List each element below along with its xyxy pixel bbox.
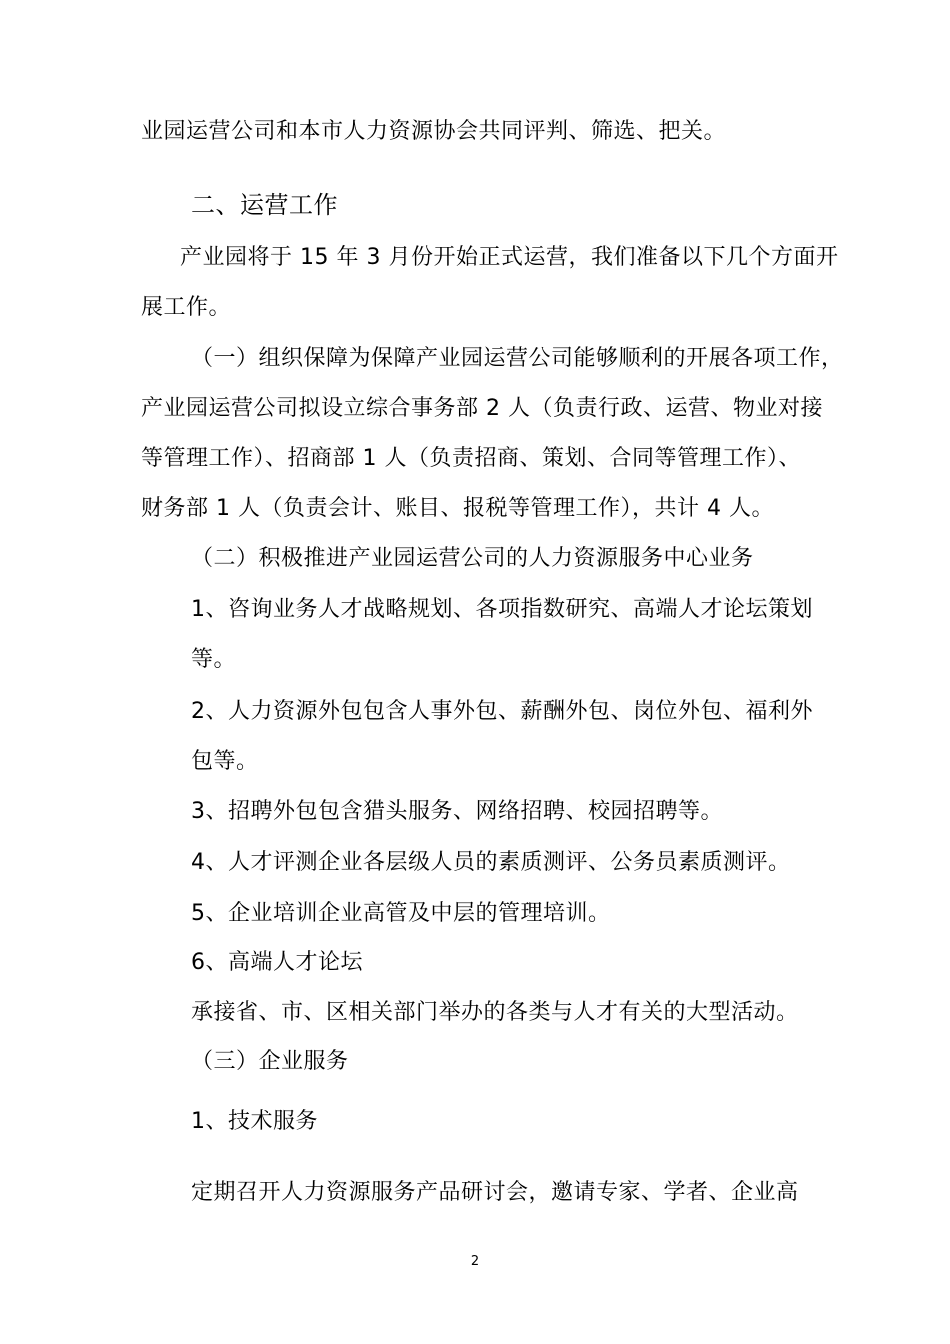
list-item-forum: 6、高端人才论坛 — [191, 950, 363, 975]
list-item-consulting: 1、咨询业务人才战略规划、各项指数研究、高端人才论坛策划 — [191, 597, 813, 622]
list-item-outsourcing-cont: 包等。 — [191, 749, 259, 774]
text-line-forum-desc: 承接省、市、区相关部门举办的各类与人才有关的大型活动。 — [191, 1000, 799, 1025]
list-item-consulting-cont: 等。 — [191, 647, 237, 672]
text-line-continuation: 业园运营公司和本市人力资源协会共同评判、筛选、把关。 — [141, 119, 727, 144]
list-item-outsourcing: 2、人力资源外包包含人事外包、薪酬外包、岗位外包、福利外 — [191, 699, 813, 724]
subheading-enterprise-services: （三）企业服务 — [191, 1049, 349, 1074]
list-item-assessment: 4、人才评测企业各层级人员的素质测评、公务员素质测评。 — [191, 850, 791, 875]
text-line-intro-1: 产业园将于 15 年 3 月份开始正式运营，我们准备以下几个方面开 — [180, 245, 839, 270]
subheading-organization: （一）组织保障为保障产业园运营公司能够顺利的开展各项工作， — [191, 346, 844, 371]
text-line-technical-desc: 定期召开人力资源服务产品研讨会，邀请专家、学者、企业高 — [191, 1180, 799, 1205]
text-line-organization-4: 财务部 1 人（负责会计、账目、报税等管理工作），共计 4 人。 — [141, 496, 774, 521]
text-line-organization-2: 产业园运营公司拟设立综合事务部 2 人（负责行政、运营、物业对接 — [141, 396, 823, 421]
list-item-technical-services: 1、技术服务 — [191, 1109, 318, 1134]
page-number: 2 — [470, 1254, 480, 1269]
section-heading-operations: 二、运营工作 — [191, 191, 338, 219]
text-line-intro-2: 展工作。 — [141, 295, 232, 320]
list-item-training: 5、企业培训企业高管及中层的管理培训。 — [191, 901, 611, 926]
text-line-organization-3: 等管理工作）、招商部 1 人（负责招商、策划、合同等管理工作）、 — [141, 446, 801, 471]
subheading-hr-services: （二）积极推进产业园运营公司的人力资源服务中心业务 — [191, 546, 754, 571]
list-item-recruitment: 3、招聘外包包含猎头服务、网络招聘、校园招聘等。 — [191, 799, 723, 824]
